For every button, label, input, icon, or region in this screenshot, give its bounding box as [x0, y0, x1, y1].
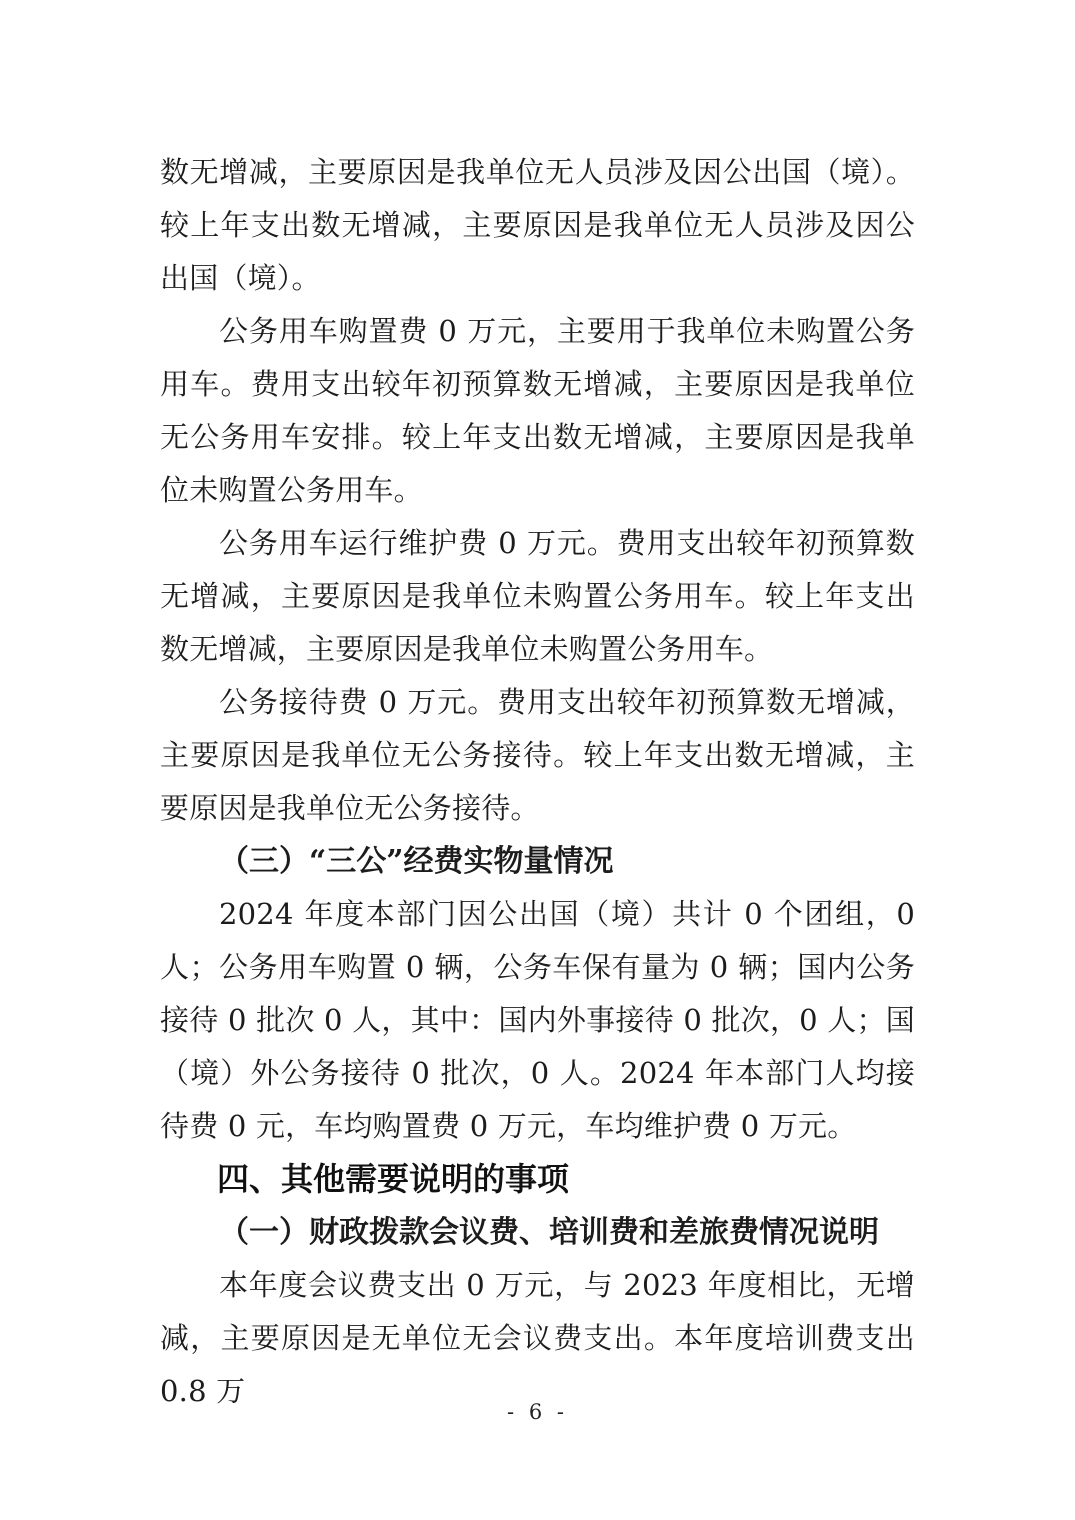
section-heading-other-matters: 四、其他需要说明的事项: [217, 1160, 570, 1198]
subsection-heading-three-public-expenses: （三）“三公”经费实物量情况: [219, 844, 614, 879]
document-body: [160, 146, 915, 1418]
paragraph-meeting-fee: 本年度会议费支出 0 万元，与 2023 年度相比，无增减，主要原因是无单位无会议费支出。本年度培训费支出 0.8 万: [160, 1268, 915, 1408]
paragraph-vehicle-maintenance: 公务用车运行维护费 0 万元。费用支出较年初预算数无增减，主要原因是我单位未购置公务用车。较上年支出数无增减，主要原因是我单位未购置公务用车。: [160, 526, 915, 666]
paragraph-official-reception: 公务接待费 0 万元。费用支出较年初预算数无增减，主要原因是我单位无公务接待。较上年支出数无增减，主要原因是我单位无公务接待。: [160, 685, 915, 825]
paragraph-continuation: 数无增减，主要原因是我单位无人员涉及因公出国（境）。较上年支出数无增减，主要原因是我单位无人员涉及因公出国（境）。: [160, 155, 915, 295]
paragraph-vehicle-purchase: 公务用车购置费 0 万元，主要用于我单位未购置公务用车。费用支出较年初预算数无增减，主要原因是我单位无公务用车安排。较上年支出数无增减，主要原因是我单位未购置公务用车。: [160, 314, 915, 507]
subsection-heading-meeting-training-travel: （一）财政拨款会议费、培训费和差旅费情况说明: [219, 1215, 879, 1250]
paragraph-physical-quantity: 2024 年度本部门因公出国（境）共计 0 个团组，0 人；公务用车购置 0 辆，公务车保有量为 0 辆；国内公务接待 0 批次 0 人，其中：国内外事接待 0 批次，0 人；国（境）外公务接待 0 批次，0 人。2024 年本部门人均接待费 0 元，车均购置费 0 万元，车均维护费 0 万元。: [160, 897, 915, 1143]
page-number: - 6 -: [507, 1400, 568, 1424]
